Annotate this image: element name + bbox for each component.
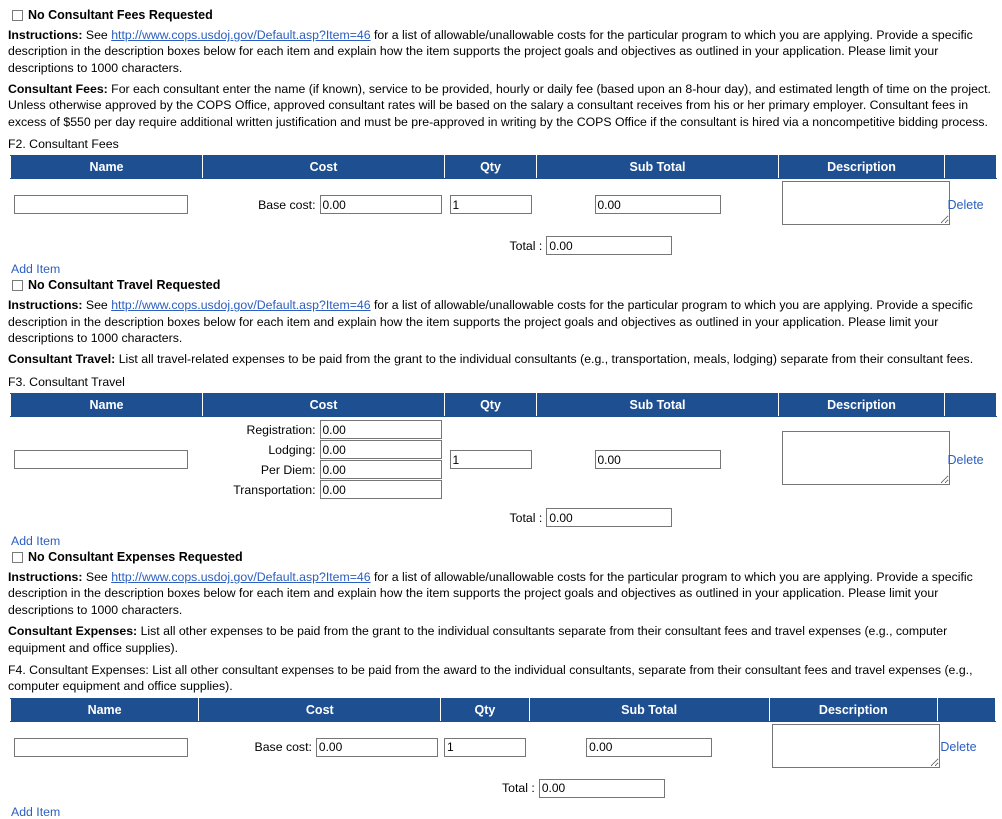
cell-total [509,502,779,529]
consultant-travel-detail-text: List all travel-related expenses to be paid from the grant to the individual consultants (e.g., transportation, meals, lodging) separate from their consultant fees. [115,352,974,367]
col-name: Name [11,156,203,179]
total-label: Total : [509,238,543,253]
col-qty: Qty [445,156,537,179]
instructions-lead: Instructions: [8,570,83,585]
f4-table-title: F4. Consultant Expenses: List all other consultant expenses to be paid from the award to the individual consultants, separate from their consultant fees and travel expenses (e.g., computer equipment and office supplies). [8,662,973,694]
cell-description [779,179,945,231]
cell-sub-total [537,179,779,231]
per-diem-input[interactable] [320,460,442,479]
total-spacer-2 [203,230,445,257]
section-consultant-travel [8,278,994,548]
add-item-link-fees[interactable]: Add Item [11,262,61,277]
total-spacer-1 [11,773,199,800]
total-spacer-4 [779,230,945,257]
col-cost: Cost [203,394,445,417]
sub-total-input[interactable] [595,450,721,469]
delete-row-link[interactable]: Delete [947,197,984,212]
col-description: Description [779,156,945,179]
no-consultant-travel-row[interactable] [12,278,994,292]
base-cost-label: Base cost: [254,740,312,755]
consultant-travel-detail-lead: Consultant Travel: [8,352,116,367]
col-cost: Cost [203,156,445,179]
total-input[interactable] [546,508,672,527]
total-spacer-1 [11,230,203,257]
transportation-label: Transportation: [233,482,316,497]
cell-qty [441,721,529,773]
table-total-row [11,773,996,800]
cell-actions [945,417,997,503]
instructions-post-text: for a list of allowable/unallowable costs for the particular program to which you are applying. Provide a specific description in the description boxes below for each item and explain how the item supports the project goals and objectives as outlined in your application. Please limit your descriptions to 1000 characters. [8,570,973,617]
allowable-costs-link[interactable]: http://www.cops.usdoj.gov/Default.asp?Item=46 [111,298,371,313]
section-consultant-fees [8,8,994,276]
cell-cost [203,179,445,231]
col-sub-total: Sub Total [537,394,779,417]
consultant-fees-detail [8,81,994,130]
no-consultant-fees-checkbox[interactable] [12,10,23,21]
col-qty: Qty [445,394,537,417]
total-spacer-2 [203,502,445,529]
table-row [11,417,997,503]
consultant-travel-detail [8,351,994,367]
table-total-row [11,230,997,257]
consultant-travel-table [10,393,997,529]
description-textarea[interactable] [772,724,940,768]
qty-input[interactable] [450,195,532,214]
sub-total-input[interactable] [595,195,721,214]
add-item-link-expenses[interactable]: Add Item [11,804,61,819]
cost-line-base [202,738,438,757]
description-textarea[interactable] [782,431,950,485]
cell-name [11,417,203,503]
description-textarea[interactable] [782,181,950,225]
cost-line-registration [206,420,442,439]
cost-line-base [206,195,442,214]
total-spacer-4 [769,773,937,800]
no-consultant-travel-checkbox[interactable] [12,280,23,291]
lodging-label: Lodging: [268,442,316,457]
total-input[interactable] [546,236,672,255]
table-header-row [11,156,997,179]
instructions-pre-text: See [85,28,112,42]
consultant-expenses-detail-lead: Consultant Expenses: [8,624,138,639]
instructions-paragraph-fees [8,27,994,76]
registration-input[interactable] [320,420,442,439]
instructions-pre-text: See [85,298,112,313]
transportation-input[interactable] [320,480,442,499]
table-header-row [11,394,997,417]
no-consultant-expenses-row[interactable] [12,550,994,564]
cell-sub-total [529,721,769,773]
consultant-fees-table [10,155,997,257]
consultant-fees-detail-lead: Consultant Fees: [8,82,108,97]
sub-total-input[interactable] [586,738,712,757]
no-consultant-expenses-checkbox[interactable] [12,552,23,563]
col-description: Description [779,394,945,417]
instructions-pre-text: See [85,570,112,585]
cell-cost [203,417,445,503]
delete-row-link[interactable]: Delete [940,740,977,755]
table-total-row [11,502,997,529]
instructions-lead: Instructions: [8,28,83,42]
col-name: Name [11,394,203,417]
consultant-fees-detail-text: For each consultant enter the name (if known), service to be provided, hourly or daily fee (based upon an 8-hour day), and estimated length of time on the project. Unless otherwise approved by the COPS Office, approved consultant rates will be based on the salary a consultant receives from his or her primary employer. Consultant fees in excess of $550 per day require additional written justification and must be pre-approved in writing by the COPS Office if the consultant is hired via a noncompetitive bidding process. [8,82,991,129]
col-description: Description [769,698,937,721]
cell-qty [445,417,537,503]
lodging-input[interactable] [320,440,442,459]
instructions-lead: Instructions: [8,298,83,313]
col-name: Name [11,698,199,721]
consultant-expenses-detail-text: List all other expenses to be paid from the grant to the individual consultants separate from their consultant fees and travel expenses (e.g., computer equipment and office supplies). [8,624,948,655]
table-header-row [11,698,996,721]
total-spacer-4 [779,502,945,529]
cell-cost [199,721,441,773]
name-input[interactable] [14,195,188,214]
allowable-costs-link[interactable]: http://www.cops.usdoj.gov/Default.asp?Item=46 [111,28,371,42]
f2-table-title: F2. Consultant Fees [8,137,119,152]
col-sub-total: Sub Total [529,698,769,721]
cell-total [509,230,779,257]
cell-total [502,773,769,800]
cell-name [11,721,199,773]
f3-table-title: F3. Consultant Travel [8,374,125,389]
col-actions [945,156,997,179]
cell-actions [937,721,995,773]
cost-line-lodging [206,440,442,459]
col-actions [945,394,997,417]
consultant-expenses-table [10,698,996,800]
section-consultant-expenses [8,550,994,818]
allowable-costs-link[interactable]: http://www.cops.usdoj.gov/Default.asp?Item=46 [111,570,371,585]
delete-row-link[interactable]: Delete [947,452,984,467]
instructions-paragraph-travel [8,297,994,346]
no-consultant-travel-label: No Consultant Travel Requested [28,278,221,293]
base-cost-label: Base cost: [258,197,316,212]
total-spacer-5 [945,230,997,257]
no-consultant-expenses-label: No Consultant Expenses Requested [28,550,243,565]
total-label: Total : [509,510,543,525]
instructions-post-text: for a list of allowable/unallowable costs for the particular program to which you are applying. Provide a specific description in the description boxes below for each item and explain how the item supports the project goals and objectives as outlined in your application. Please limit your descriptions to 1000 characters. [8,28,973,75]
consultant-expenses-detail [8,623,994,656]
registration-label: Registration: [246,422,316,437]
per-diem-label: Per Diem: [260,462,316,477]
cell-qty [445,179,537,231]
no-consultant-fees-label: No Consultant Fees Requested [28,8,213,22]
total-spacer-5 [937,773,995,800]
cost-line-per-diem [206,460,442,479]
name-input[interactable] [14,450,188,469]
col-qty: Qty [441,698,529,721]
total-spacer-2 [199,773,441,800]
no-consultant-fees-row[interactable] [12,8,994,22]
qty-input[interactable] [444,738,526,757]
instructions-post-text: for a list of allowable/unallowable costs for the particular program to which you are applying. Provide a specific description in the description boxes below for each item and explain how the item supports the project goals and objectives as outlined in your application. Please limit your descriptions to 1000 characters. [8,298,973,346]
base-cost-input[interactable] [316,738,438,757]
cell-actions [945,179,997,231]
add-item-link-travel[interactable]: Add Item [11,534,61,549]
col-sub-total: Sub Total [537,156,779,179]
base-cost-input[interactable] [320,195,442,214]
table-row [11,721,996,773]
total-spacer-1 [11,502,203,529]
name-input[interactable] [14,738,188,757]
table-row [11,179,997,231]
total-input[interactable] [539,779,665,798]
total-label: Total : [502,781,535,796]
instructions-paragraph-expenses [8,569,994,618]
col-actions [937,698,995,721]
qty-input[interactable] [450,450,532,469]
cell-sub-total [537,417,779,503]
cell-description [779,417,945,503]
total-spacer-5 [945,502,997,529]
col-cost: Cost [199,698,441,721]
cell-name [11,179,203,231]
cost-line-transportation [206,480,442,499]
cell-description [769,721,937,773]
